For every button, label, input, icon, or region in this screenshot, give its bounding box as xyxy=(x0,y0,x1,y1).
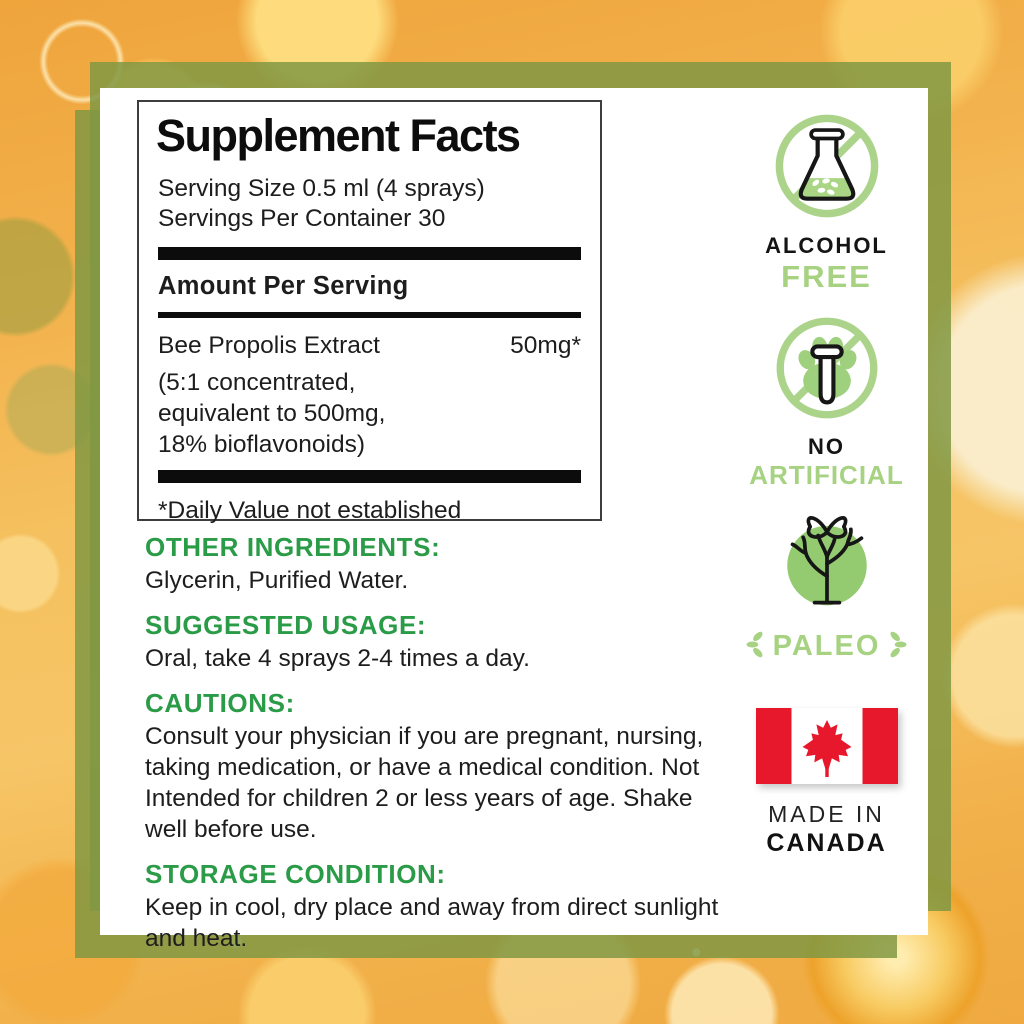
info-sections xyxy=(145,532,727,968)
section-body: Glycerin, Purified Water. xyxy=(145,567,409,594)
leaf-ornament-right-icon xyxy=(887,631,907,663)
no-alcohol-flask-icon xyxy=(771,110,883,227)
canada-flag-icon xyxy=(756,708,898,784)
section-suggested-usage xyxy=(145,610,727,674)
section-heading: CAUTIONS: xyxy=(145,688,295,718)
badge-alcohol-free xyxy=(749,110,904,295)
badge-no-artificial xyxy=(749,313,904,491)
section-storage-condition xyxy=(145,859,727,954)
divider-medium xyxy=(158,312,581,318)
daily-value-footnote: *Daily Value not established xyxy=(158,497,462,524)
ingredient-row xyxy=(158,332,581,360)
label-panel xyxy=(100,88,928,952)
no-artificial-paw-icon xyxy=(772,313,882,428)
section-cautions xyxy=(145,688,727,845)
section-body: Oral, take 4 sprays 2-4 times a day. xyxy=(145,645,530,672)
paleo-tree-icon xyxy=(774,500,880,622)
supplement-facts-box xyxy=(137,100,602,524)
badge-label-bottom: FREE xyxy=(781,259,872,294)
badge-made-in-canada xyxy=(749,708,904,858)
section-heading: STORAGE CONDITION: xyxy=(145,859,446,889)
serving-info: Serving Size 0.5 ml (4 sprays) Servings Per Container 30 xyxy=(158,175,485,232)
made-in-label: MADE IN xyxy=(768,801,885,827)
facts-title: Supplement Facts xyxy=(156,110,520,161)
ingredient-details: (5:1 concentrated, equivalent to 500mg, 18% bioflavonoids) xyxy=(158,369,386,458)
canada-label: CANADA xyxy=(766,829,887,857)
badge-label-top: NO xyxy=(808,434,845,459)
section-heading: OTHER INGREDIENTS: xyxy=(145,532,441,562)
amount-per-serving-heading: Amount Per Serving xyxy=(158,272,409,300)
ingredient-amount: 50mg* xyxy=(510,332,581,359)
section-other-ingredients xyxy=(145,532,727,596)
ingredient-name: Bee Propolis Extract xyxy=(158,332,380,359)
divider-thick xyxy=(158,470,581,483)
badge-label-bottom: ARTIFICIAL xyxy=(749,460,904,490)
section-body: Consult your physician if you are pregnant, nursing, taking medication, or have a medical condition. Not Intended for children 2 or less years of age. Shake well before use. xyxy=(145,723,704,843)
badge-label-top: ALCOHOL xyxy=(765,233,888,258)
section-heading: SUGGESTED USAGE: xyxy=(145,610,427,640)
badge-label: PALEO xyxy=(772,630,881,662)
leaf-ornament-left-icon xyxy=(746,631,766,663)
section-body: Keep in cool, dry place and away from direct sunlight and heat. xyxy=(145,894,719,952)
badge-paleo xyxy=(749,500,904,663)
divider-thick xyxy=(158,247,581,260)
badge-column xyxy=(749,88,904,935)
paleo-label-row xyxy=(746,630,908,663)
